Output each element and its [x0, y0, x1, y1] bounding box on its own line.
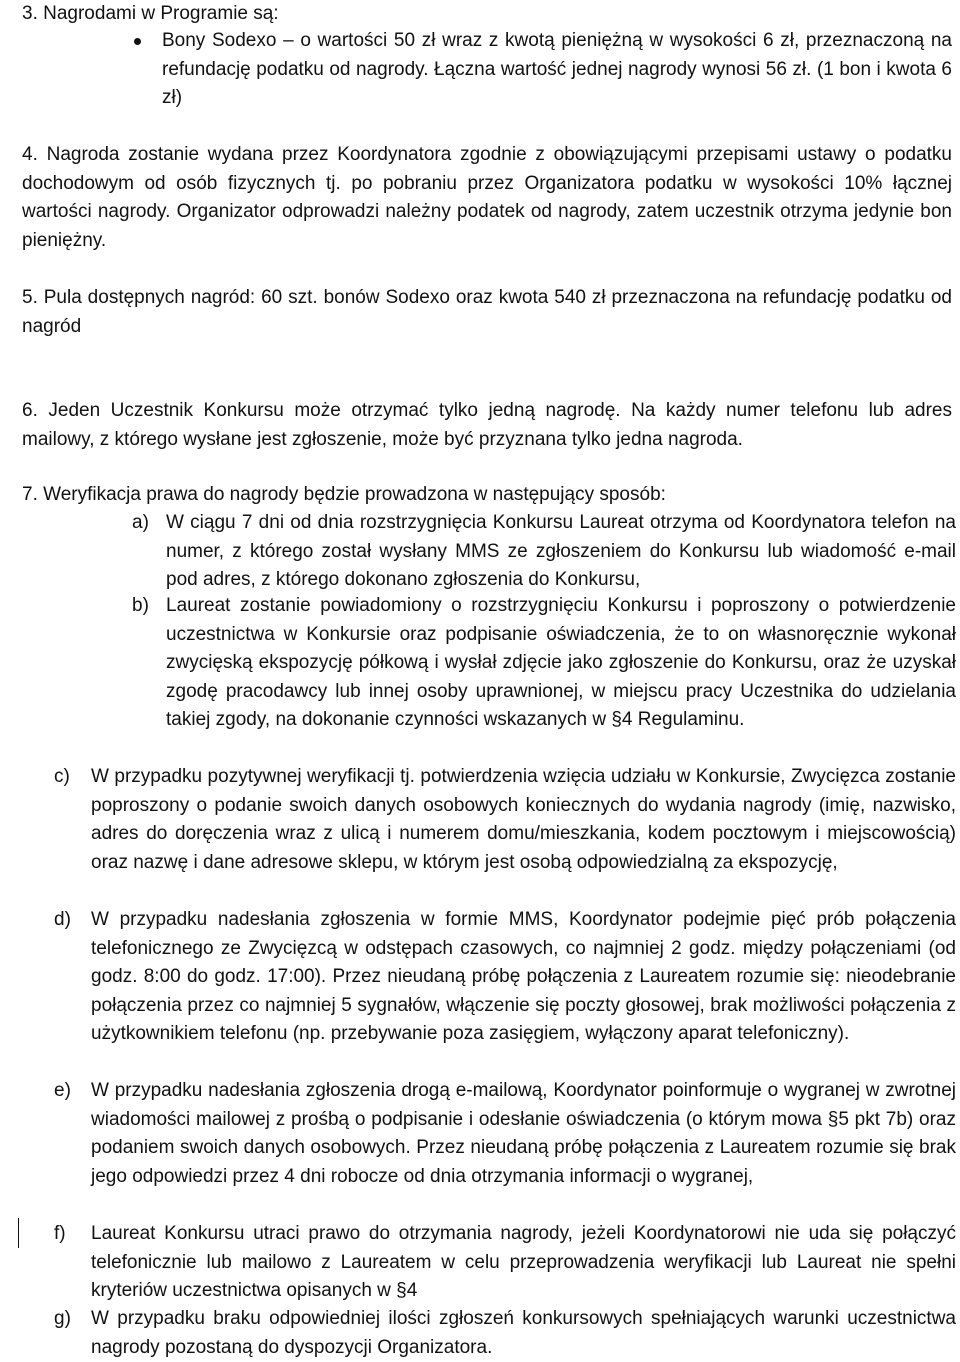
item-d-text: W przypadku nadesłania zgłoszenia w formie MMS, Koordynator podejmie pięć prób połączenia telefonicznego ze Zwycięzcą w odstępach czasowych, co najmniej 2 godz. między połączeniami (od godz. 8:00 do godz. 17:00). Przez nieudaną próbę połączenia z Laureatem rozumie się: nieodebranie połączenia przez co najmniej 5 sygnałów, włączenie się poczty głosowej, brak możliwości połączenia z użytkownikiem telefonu (np. przebywanie poza zasięgiem, wyłączony aparat telefoniczny).: [91, 909, 956, 1045]
item-c-text: W przypadku pozytywnej weryfikacji tj. potwierdzenia wzięcia udziału w Konkursie, Zwycięzca zostanie poproszony o podanie swoich danych osobowych koniecznych do wydania nagrody (imię, nazwisko, adres do doręczenia wraz z ulicą i numerem domu/mieszkania, kodem pocztowym i miejscowością) oraz nazwę i dane adresowe sklepu, w którym jest osobą odpowiedzialną za ekspozycję,: [91, 766, 956, 873]
item-b-text: Laureat zostanie powiadomiony o rozstrzygnięciu Konkursu i poproszony o potwierdzenie uczestnictwa w Konkursie oraz podpisanie oświadczenia, że to on własnoręcznie wykonał zwycięską ekspozycję półkową i wysłał zdjęcie jako zgłoszenie do Konkursu, oraz że uzyskał zgodę pracodawcy lub innej osoby uprawnionej, w miejscu pracy Uczestnika do udzielania takiej zgody, na dokonanie czynności wskazanych w §4 Regulaminu.: [166, 595, 956, 731]
item-d-label: d): [54, 909, 71, 930]
section-7-heading: 7. Weryfikacja prawa do nagrody będzie prowadzona w następujący sposób:: [22, 484, 666, 505]
item-g-text: W przypadku braku odpowiedniej ilości zgłoszeń konkursowych spełniających warunki uczestnictwa nagrody pozostaną do dyspozycji Organizatora.: [91, 1308, 956, 1358]
item-a-text: W ciągu 7 dni od dnia rozstrzygnięcia Konkursu Laureat otrzyma od Koordynatora telefon na numer, z którego został wysłany MMS ze zgłoszeniem do Konkursu lub wiadomość e-mail pod adres, z którego dokonano zgłoszenia do Konkursu,: [166, 512, 956, 591]
item-a-label: a): [132, 512, 149, 533]
item-e-text: W przypadku nadesłania zgłoszenia drogą e-mailową, Koordynator poinformuje o wygranej w zwrotnej wiadomości mailowej z prośbą o podpisanie i odesłanie oświadczenia (o którym mowa §5 pkt 7b) oraz podaniem swoich danych osobowych. Przez nieudaną próbę połączenia z Laureatem rozumie się brak jego odpowiedzi przez 4 dni robocze od dnia otrzymania informacji o wygranej,: [91, 1080, 956, 1187]
section-6-paragraph: 6. Jeden Uczestnik Konkursu może otrzymać tylko jedną nagrodę. Na każdy numer telefonu lub adres mailowy, z którego wysłane jest zgłoszenie, może być przyznana tylko jedna nagroda.: [22, 400, 952, 450]
section-4-paragraph: 4. Nagroda zostanie wydana przez Koordynatora zgodnie z obowiązującymi przepisami ustawy o podatku dochodowym od osób fizycznych tj. po pobraniu przez Organizatora podatku w wysokości 10% łącznej wartości nagrody. Organizator odprowadzi należny podatek od nagrody, zatem uczestnik otrzyma jedynie bon pieniężny.: [22, 144, 952, 251]
item-g-label: g): [54, 1308, 71, 1329]
section-3-heading: 3. Nagrodami w Programie są:: [22, 3, 279, 24]
section-3-bullet-text: Bony Sodexo – o wartości 50 zł wraz z kwotą pieniężną w wysokości 6 zł, przeznaczoną na refundację podatku od nagrody. Łączna wartość jednej nagrody wynosi 56 zł. (1 bon i kwota 6 zł): [162, 30, 952, 109]
section-5-paragraph: 5. Pula dostępnych nagród: 60 szt. bonów Sodexo oraz kwota 540 zł przeznaczona na refundację podatku od nagród: [22, 287, 952, 337]
item-f-text: Laureat Konkursu utraci prawo do otrzymania nagrody, jeżeli Koordynatorowi nie uda się połączyć telefonicznie lub mailowo z Laureatem w celu przeprowadzenia weryfikacji lub Laureat nie spełni kryteriów uczestnictwa opisanych w §4: [91, 1223, 956, 1302]
item-e-label: e): [54, 1080, 71, 1101]
item-b-label: b): [132, 595, 149, 616]
item-c-label: c): [54, 766, 70, 787]
item-f-label: f): [54, 1223, 66, 1244]
revision-bar: [18, 1218, 19, 1248]
bullet-icon: [134, 38, 141, 45]
